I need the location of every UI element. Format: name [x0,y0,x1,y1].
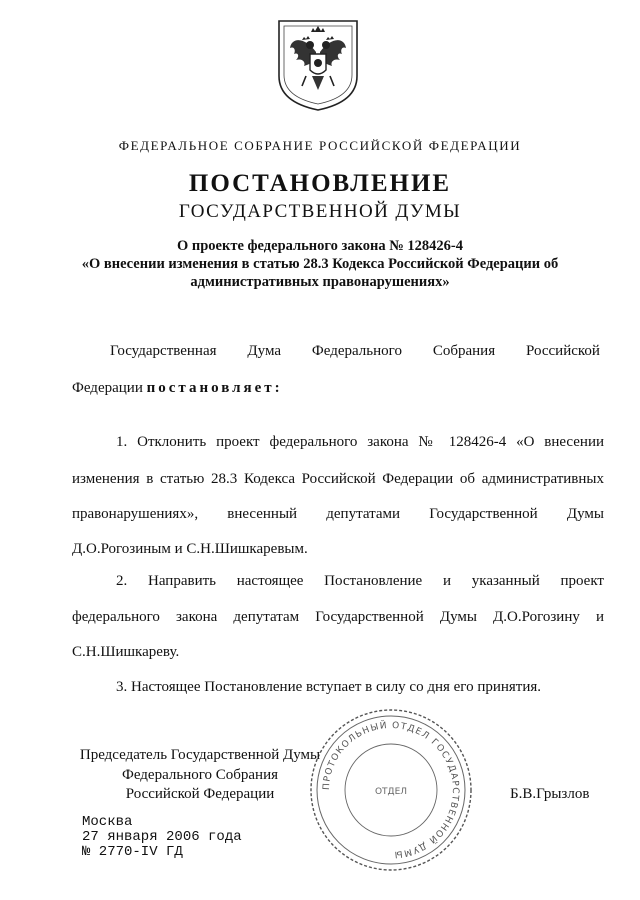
footer-date: 27 января 2006 года [82,829,242,845]
preamble-verb: постановляет: [146,380,283,396]
stamp-ring-text: ПРОТОКОЛЬНЫЙ ОТДЕЛ ГОСУДАРСТВЕННОЙ ДУМЫ [321,720,461,860]
preamble-line-1 [110,343,600,360]
signatory-title-2: Федерального Собрания [121,767,279,783]
subject-line-3: административных правонарушениях» [190,274,450,290]
stamp-center-text: ОТДЕЛ [374,787,408,797]
preamble-word: Дума [247,343,282,359]
preamble-start: Федерации [72,380,143,396]
preamble-word: Собрания [432,343,496,359]
state-emblem-icon [276,18,360,112]
document-type: ПОСТАНОВЛЕНИЕ [188,170,452,197]
signatory-name: Б.В.Грызлов [510,786,590,802]
preamble-line-2 [72,380,604,397]
preamble-word: Государственная [110,343,217,359]
item-1-line-2: изменения в статью 28.3 Кодекса Российской Федерации об административных [72,471,604,487]
item-1-line-1: 1. Отклонить проект федерального закона № 128426-4 «О внесении [116,434,604,450]
preamble-word: Российской [526,343,600,359]
footer-place: Москва [82,814,133,830]
item-2-line-2: федерального закона депутатам Государственной Думы Д.О.Рогозину и [72,609,604,625]
footer-number: № 2770-IV ГД [82,844,183,860]
document-subtype: ГОСУДАРСТВЕННОЙ ДУМЫ [178,201,462,222]
item-2-line-1: 2. Направить настоящее Постановление и указанный проект [116,573,604,589]
signatory-title-1: Председатель Государственной Думы [79,747,321,763]
preamble-word: Федерального [311,343,402,359]
subject-line-1: О проекте федерального закона № 128426-4 [176,238,464,254]
item-1-line-4: Д.О.Рогозиным и С.Н.Шишкаревым. [72,541,308,557]
item-2-line-3: С.Н.Шишкареву. [72,644,180,660]
subject-line-2: «О внесении изменения в статью 28.3 Кодекса Российской Федерации об [81,256,559,272]
item-1-line-3: правонарушениях», внесенный депутатами Государственной Думы [72,506,604,522]
assembly-name: ФЕДЕРАЛЬНОЕ СОБРАНИЕ РОССИЙСКОЙ ФЕДЕРАЦИИ [118,138,522,153]
item-3-line-1: 3. Настоящее Постановление вступает в силу со дня его принятия. [116,679,542,695]
signatory-title-3: Российской Федерации [125,786,275,802]
